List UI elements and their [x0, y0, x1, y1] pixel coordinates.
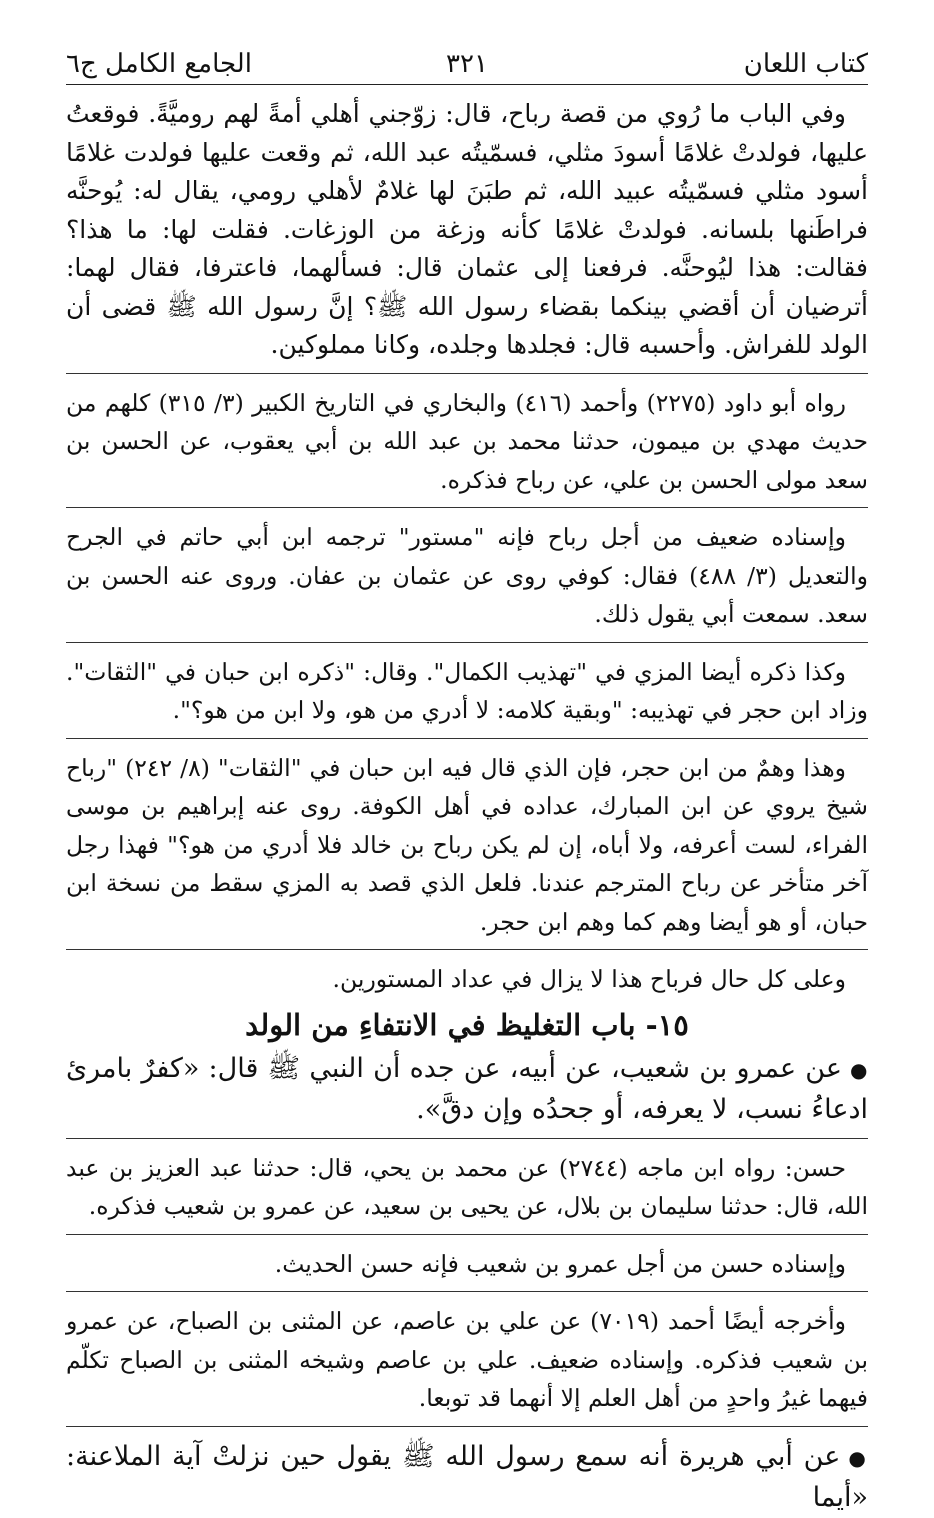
commentary-paragraph: وعلى كل حال فرباح هذا لا يزال في عداد المستورين.: [332, 965, 846, 993]
commentary-paragraph: رواه أبو داود (٢٢٧٥) وأحمد (٤١٦) والبخاري في التاريخ الكبير (٣/ ٣١٥) كلهم من حديث مهدي بن ميمون، حدثنا محمد بن عبد الله بن أبي يعقوب، عن الحسن بن سعد مولى الحسن بن علي، عن رباح فذكره.: [66, 388, 868, 494]
commentary-paragraph: وكذا ذكره أيضا المزي في "تهذيب الكمال". وقال: "ذكره ابن حبان في "الثقات". وزاد ابن حجر في تهذيبه: "وبقية كلامه: لا أدري من هو، ولا ابن من هو؟".: [66, 657, 868, 724]
collection-title: الجامع الكامل ج٦: [66, 49, 252, 79]
commentary-paragraph: وهذا وهمٌ من ابن حجر، فإن الذي قال فيه ابن حبان في "الثقات" (٨/ ٢٤٢) "رباح شيخ يروي عن ابن المبارك، عداده في أهل الكوفة. روى عنه إبراهيم بن موسى الفراء، لست أعرفه، ولا أباه، إن لم يكن رباح بن خالد فلا أدري من هو؟" فهذا رجل آخر متأخر عن رباح المترجم عندنا. فلعل الذي قصد به المزي سقط من نسخة ابن حبان، أو هو أيضا وهم كما وهم ابن حجر.: [66, 753, 868, 936]
hadith-paragraph: [66, 1437, 868, 1518]
hadith-body: عن أبي هريرة أنه سمع رسول الله ﷺ يقول حين نزلتْ آية الملاعنة: «أيما: [66, 1440, 868, 1513]
bullet-icon: ●: [849, 1057, 869, 1082]
running-header: [66, 44, 868, 84]
hadith-body: عن عمرو بن شعيب، عن أبيه، عن جده أن النبي ﷺ قال: «كفرٌ بامرئ ادعاءُ نسب، لا يعرفه، أو جحدُه وإن دقَّ».: [66, 1052, 868, 1125]
paragraph-divider: [66, 738, 868, 739]
commentary-paragraph: حسن: رواه ابن ماجه (٢٧٤٤) عن محمد بن يحي، قال: حدثنا عبد العزيز بن عبد الله، قال: حدثنا سليمان بن بلال، عن يحيى بن سعيد، عن عمرو بن شعيب فذكره.: [66, 1153, 868, 1220]
book-title: كتاب اللعان: [743, 49, 868, 79]
bullet-icon: ●: [848, 1445, 869, 1470]
commentary-paragraph: وإسناده حسن من أجل عمرو بن شعيب فإنه حسن الحديث.: [274, 1249, 846, 1278]
commentary-paragraph: وإسناده ضعيف من أجل رباح فإنه "مستور" ترجمه ابن أبي حاتم في الجرح والتعديل (٣/ ٤٨٨) فقال: كوفي روى عن عثمان بن عفان. وروى عنه الحسن بن سعد. سمعت أبي يقول ذلك.: [66, 523, 868, 628]
hadith-text: [66, 1049, 868, 1130]
section-divider: [66, 1138, 868, 1139]
commentary-paragraph: وأخرجه أيضًا أحمد (٧٠١٩) عن علي بن عاصم، عن المثنى بن الصباح، عن عمرو بن شعيب فذكره. وإسناده ضعيف. علي بن عاصم وشيخه المثنى بن الصباح تكلّم فيهما غيرُ واحدٍ من أهل العلم إلا أنهما قد توبعا.: [66, 1307, 868, 1412]
section-divider: [66, 373, 868, 374]
main-text: [66, 95, 868, 365]
paragraph-divider: [66, 642, 868, 643]
section-divider: [66, 1426, 868, 1427]
commentary-block: [66, 384, 868, 999]
paragraph-divider: [66, 1291, 868, 1292]
page-number: ٣٢١: [446, 49, 488, 79]
narration-paragraph: وفي الباب ما رُوي من قصة رباح، قال: زوّجني أهلي أمةً لهم روميَّةً. فوقعتُ عليها، فولدتْ غلامًا أسودَ مثلي، فسمّيتُه عبد الله، ثم وقعت عليها فولدت غلامًا أسود مثلي فسمّيتُه عبيد الله، ثم طبَنَ لها غلامٌ لأهلي رومي، يقال له: يُوحنَّه فراطَنها بلسانه. فولدتْ غلامًا كأنه وزغة من الوزغات. فقلت لها: ما هذا؟ فقالت: هذا ليُوحنَّه. فرفعنا إلى عثمان قال: فسألهما، فاعترفا، فقال لهما: أترضيان أن أقضي بينكما بقضاء رسول الله ﷺ؟ إنَّ رسول الله ﷺ قضى أن الولد للفراش. وأحسبه قال: فجلدها وجلده، وكانا مملوكين.: [66, 99, 868, 359]
chapter-heading: ١٥- باب التغليظ في الانتفاءِ من الولد: [245, 1007, 689, 1042]
paragraph-divider: [66, 507, 868, 508]
paragraph-divider: [66, 949, 868, 950]
header-divider: [66, 84, 868, 85]
commentary-block: [66, 1149, 868, 1418]
hadith-paragraph: [66, 1049, 868, 1130]
paragraph-divider: [66, 1234, 868, 1235]
hadith-text: [66, 1437, 868, 1518]
